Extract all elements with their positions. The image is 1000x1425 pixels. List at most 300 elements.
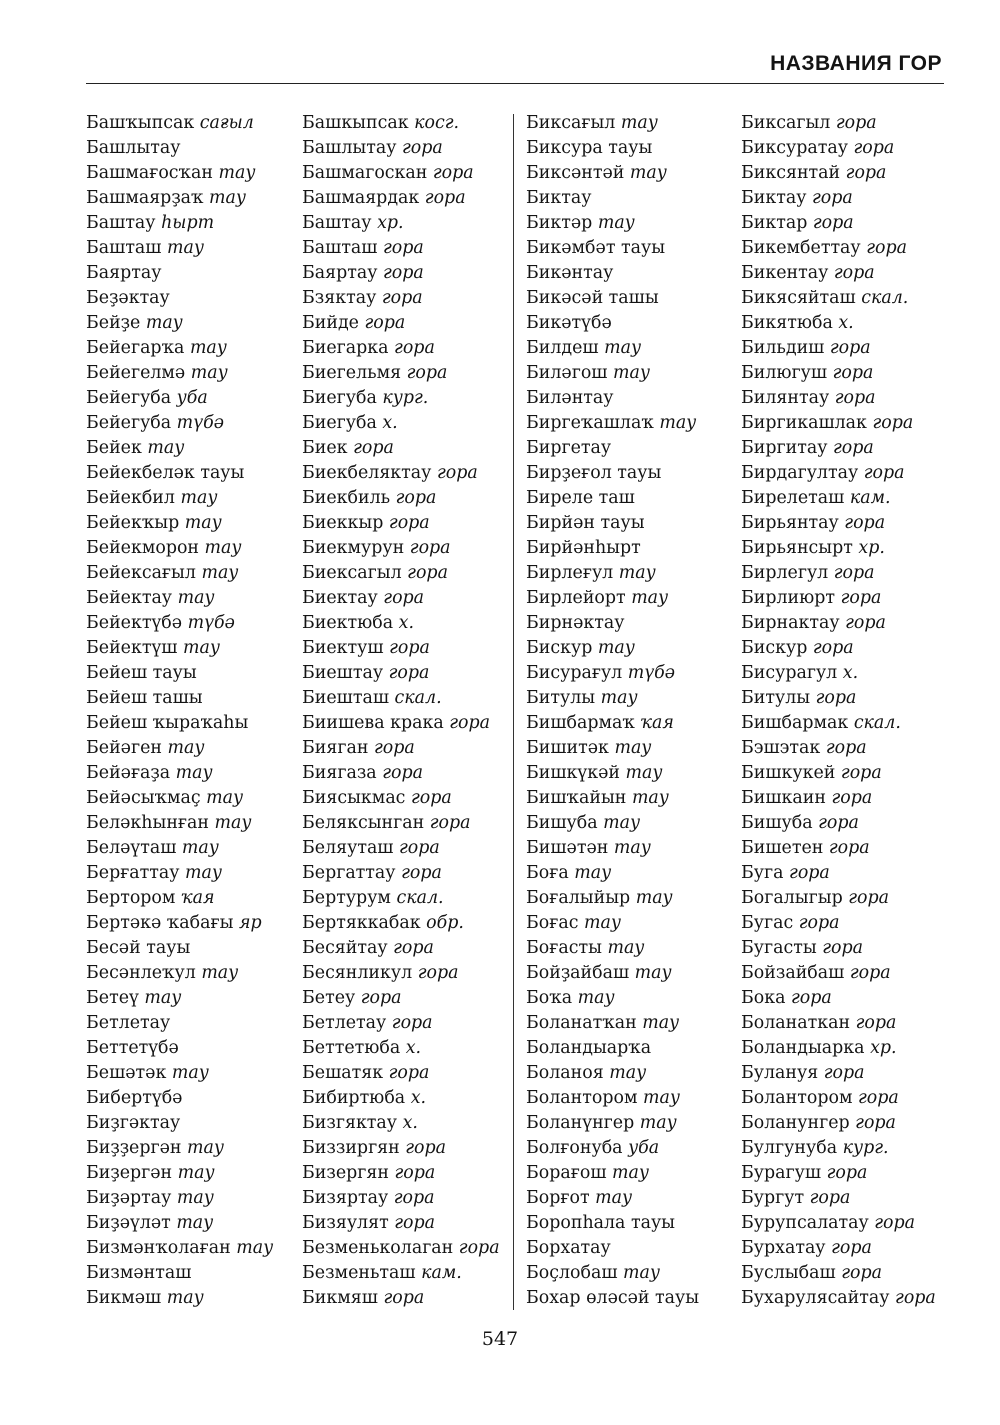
entry-text-part: Борхатау xyxy=(526,1238,611,1258)
entry-italic-part: тау xyxy=(577,988,615,1008)
entry-text-part: Бикембеттау xyxy=(741,238,867,258)
entry-text-part: Бешатяк xyxy=(302,1063,389,1083)
entry-text-part: Башмағосҡан xyxy=(86,163,219,183)
entry-italic-part: гора xyxy=(424,188,466,208)
entry-text-part: Бесяйтау xyxy=(302,938,394,958)
entry-italic-part: тау xyxy=(584,913,621,933)
entry xyxy=(526,261,699,286)
entry-text-part: Башташ xyxy=(302,238,384,258)
entry-italic-part: кург. xyxy=(842,1138,889,1158)
entry-italic-part: тау xyxy=(190,363,228,383)
entry xyxy=(302,1111,500,1136)
entry-text-part: Борағош xyxy=(526,1163,613,1183)
entry-italic-part: гора xyxy=(383,1288,425,1308)
entry xyxy=(526,786,699,811)
entry-text-part: Бейексағыл xyxy=(86,563,202,583)
entry xyxy=(741,886,936,911)
entry-text-part: Башлытау xyxy=(86,138,181,158)
entry-italic-part: гора xyxy=(394,1213,435,1233)
entry xyxy=(526,936,699,961)
entry-text-part: Биктар xyxy=(741,213,813,233)
entry-italic-part: хр. xyxy=(870,1038,897,1058)
entry-italic-part: гора xyxy=(432,163,474,183)
entry-italic-part: гора xyxy=(823,1063,865,1083)
entry xyxy=(741,586,936,611)
entry-italic-part: гора xyxy=(393,938,434,958)
entry xyxy=(86,111,273,136)
entry-text-part: Бильдиш xyxy=(741,338,830,358)
entry xyxy=(302,886,500,911)
entry xyxy=(741,1011,936,1036)
entry-text-part: Бургут xyxy=(741,1188,810,1208)
entry xyxy=(526,1011,699,1036)
entry xyxy=(526,686,699,711)
entry xyxy=(302,1211,500,1236)
entry-italic-part: гора xyxy=(855,1113,896,1133)
entry xyxy=(86,236,273,261)
entry-text-part: Булануя xyxy=(741,1063,824,1083)
entry-text-part: Бизергян xyxy=(302,1163,395,1183)
entry xyxy=(526,1261,699,1286)
entry-italic-part: гора xyxy=(360,988,402,1008)
entry-text-part: Биксура тауы xyxy=(526,138,653,158)
entry xyxy=(86,336,273,361)
entry-text-part: Бертурум xyxy=(302,888,397,908)
entry-italic-part: тау xyxy=(612,1163,649,1183)
entry xyxy=(86,761,273,786)
entry xyxy=(302,336,500,361)
entry-italic-part: гора xyxy=(364,313,406,333)
entry-italic-part: гора xyxy=(388,663,430,683)
entry-italic-part: гора xyxy=(798,913,840,933)
entry xyxy=(741,411,936,436)
entry-italic-part: түбә xyxy=(176,413,224,433)
entry xyxy=(302,936,500,961)
entry-italic-part: гора xyxy=(863,463,905,483)
entry-text-part: Бишәтән xyxy=(526,838,614,858)
entry-text-part: Бикәнтау xyxy=(526,263,614,283)
entry-italic-part: гора xyxy=(831,788,873,808)
entry-italic-part: гора xyxy=(822,938,863,958)
entry-italic-part: тау xyxy=(180,488,218,508)
entry-italic-part: тау xyxy=(600,688,638,708)
entry xyxy=(86,211,273,236)
entry-italic-part: тау xyxy=(201,563,239,583)
entry-italic-part: гора xyxy=(835,113,877,133)
entry-italic-part: гора xyxy=(845,163,887,183)
entry-text-part: Башмаярдак xyxy=(302,188,425,208)
entry xyxy=(86,1261,273,1286)
entry-text-part: Боландыарка xyxy=(741,1038,871,1058)
entry-text-part: Биләгош xyxy=(526,363,613,383)
entry xyxy=(86,636,273,661)
entry xyxy=(302,736,500,761)
entry xyxy=(86,186,273,211)
entry xyxy=(526,661,699,686)
entry-text-part: Баяртау xyxy=(302,263,384,283)
entry-text-part: Бзяктау xyxy=(302,288,382,308)
entry-text-part: Бикәтүбә xyxy=(526,313,612,333)
entry-text-part: Безменьташ xyxy=(302,1263,422,1283)
entry xyxy=(526,286,699,311)
entry-italic-part: х. xyxy=(402,1113,418,1133)
entry-text-part: Бесянликул xyxy=(302,963,418,983)
entry-text-part: Бертәкә ҡабағы xyxy=(86,913,239,933)
entry xyxy=(86,786,273,811)
entry-italic-part: гора xyxy=(399,838,440,858)
entry xyxy=(741,1036,936,1061)
entry xyxy=(741,136,936,161)
entry-text-part: Бейегелмә xyxy=(86,363,191,383)
entry xyxy=(86,461,273,486)
entry-text-part: Бойҙайбаш xyxy=(526,963,635,983)
entry-text-part: Бисурағул xyxy=(526,663,628,683)
entry-italic-part: гора xyxy=(812,213,854,233)
running-header: НАЗВАНИЯ ГОР xyxy=(770,52,942,75)
entry-text-part: Биктәр xyxy=(526,213,598,233)
entry xyxy=(86,1111,273,1136)
entry-text-part: Бейегуба xyxy=(86,413,177,433)
entry-text-part: Биексагыл xyxy=(302,563,408,583)
entry xyxy=(526,1236,699,1261)
entry xyxy=(526,1136,699,1161)
column-russian-1 xyxy=(302,111,500,1311)
entry xyxy=(526,1111,699,1136)
entry-text-part: Битулы xyxy=(526,688,601,708)
entry-text-part: Бока xyxy=(741,988,792,1008)
entry xyxy=(86,736,273,761)
entry-text-part: Биишева крака xyxy=(302,713,450,733)
entry-italic-part: гора xyxy=(853,138,895,158)
entry-text-part: Баштау xyxy=(86,213,162,233)
entry xyxy=(86,411,273,436)
entry-text-part: Биреле таш xyxy=(526,488,635,508)
entry-text-part: Боланоя xyxy=(526,1063,610,1083)
entry xyxy=(86,1061,273,1086)
entry-text-part: Бизмәнҡолаған xyxy=(86,1238,237,1258)
entry xyxy=(741,1211,936,1236)
entry-italic-part: тау xyxy=(206,788,244,808)
entry xyxy=(302,436,500,461)
entry-italic-part: гора xyxy=(855,1013,897,1033)
entry xyxy=(86,1011,273,1036)
entry-italic-part: тау xyxy=(618,563,656,583)
entry-text-part: Башташ xyxy=(86,238,168,258)
entry xyxy=(86,286,273,311)
entry-text-part: Бизяулят xyxy=(302,1213,395,1233)
entry-italic-part: тау xyxy=(607,938,645,958)
entry xyxy=(741,561,936,586)
entry-text-part: Биегарка xyxy=(302,338,395,358)
entry-italic-part: түбә xyxy=(627,663,676,683)
entry-text-part: Биекбиль xyxy=(302,488,396,508)
entry xyxy=(86,1136,273,1161)
entry-text-part: Бейек xyxy=(86,438,148,458)
entry-text-part: Бэшэтак xyxy=(741,738,826,758)
entry-text-part: Башкыпсак xyxy=(302,113,415,133)
entry-italic-part: гора xyxy=(449,713,491,733)
entry-text-part: Бишитәк xyxy=(526,738,615,758)
entry-text-part: Биргеҡашлаҡ xyxy=(526,413,660,433)
entry xyxy=(302,561,500,586)
entry-text-part: Бешәтәк xyxy=(86,1063,172,1083)
entry xyxy=(526,361,699,386)
entry-text-part: Боланунгер xyxy=(741,1113,856,1133)
entry-text-part: Беляксынган xyxy=(302,813,430,833)
entry xyxy=(302,1261,500,1286)
entry-italic-part: гора xyxy=(388,1063,430,1083)
entry-italic-part: тау xyxy=(166,1288,204,1308)
entry-text-part: Биҙгәктау xyxy=(86,1113,181,1133)
entry xyxy=(302,511,500,536)
entry-italic-part: гора xyxy=(391,1013,433,1033)
entry xyxy=(741,911,936,936)
entry-text-part: Боғалыйыр xyxy=(526,888,636,908)
entry-text-part: Бейеш ҡыраҡаһы xyxy=(86,713,249,733)
entry-italic-part: тау xyxy=(634,963,672,983)
entry-text-part: Бейеш ташы xyxy=(86,688,203,708)
entry xyxy=(741,186,936,211)
entry-italic-part: тау xyxy=(629,163,667,183)
entry xyxy=(741,1111,936,1136)
entry-text-part: Биргикашлак xyxy=(741,413,873,433)
entry-italic-part: х. xyxy=(838,313,854,333)
entry xyxy=(741,1136,936,1161)
entry-text-part: Баштау xyxy=(302,213,378,233)
entry xyxy=(741,936,936,961)
entry-text-part: Бейегуба xyxy=(86,388,177,408)
entry xyxy=(741,311,936,336)
entry-text-part: Боғасты xyxy=(526,938,608,958)
entry-italic-part: тау xyxy=(623,1263,660,1283)
entry-text-part: Бирйәнһырт xyxy=(526,538,641,558)
entry-italic-part: х. xyxy=(405,1038,422,1058)
entry-italic-part: тау xyxy=(209,188,246,208)
entry xyxy=(741,236,936,261)
entry-text-part: Бертором xyxy=(86,888,181,908)
entry-italic-part: гора xyxy=(809,1188,851,1208)
entry xyxy=(302,811,500,836)
entry-text-part: Биешташ xyxy=(302,688,395,708)
entry-italic-part: гора xyxy=(818,813,859,833)
entry-text-part: Биксагыл xyxy=(741,113,836,133)
entry-italic-part: гора xyxy=(353,438,394,458)
entry xyxy=(741,386,936,411)
entry-italic-part: гора xyxy=(383,238,424,258)
entry-text-part: Бохар өләсәй тауы xyxy=(526,1288,700,1308)
entry-text-part: Биегуба xyxy=(302,388,383,408)
entry-text-part: Бетлетау xyxy=(86,1013,171,1033)
entry-text-part: Биештау xyxy=(302,663,389,683)
entry xyxy=(86,911,273,936)
entry-italic-part: гора xyxy=(406,363,448,383)
entry-italic-part: гора xyxy=(832,363,874,383)
entry xyxy=(526,1036,699,1061)
entry-text-part: Биекбеляктау xyxy=(302,463,437,483)
entry-text-part: Бергаттау xyxy=(302,863,402,883)
entry-italic-part: тау xyxy=(186,1138,224,1158)
entry-text-part: Бейеш тауы xyxy=(86,663,197,683)
entry xyxy=(741,711,936,736)
entry-italic-part: ҡая xyxy=(180,888,215,908)
entry-text-part: Бишуба xyxy=(526,813,604,833)
entry-text-part: Бойзайбаш xyxy=(741,963,850,983)
entry-italic-part: гора xyxy=(409,538,451,558)
entry-text-part: Бизгяктау xyxy=(302,1113,403,1133)
entry xyxy=(86,811,273,836)
entry-italic-part: гора xyxy=(833,263,875,283)
entry-italic-part: гора xyxy=(458,1238,500,1258)
column-bashkir-2 xyxy=(526,111,699,1311)
entry-text-part: Биегуба xyxy=(302,413,383,433)
entry xyxy=(302,161,500,186)
entry-italic-part: тау xyxy=(176,1213,214,1233)
entry xyxy=(741,786,936,811)
entry xyxy=(526,586,699,611)
entry-italic-part: обр. xyxy=(426,913,464,933)
entry xyxy=(741,611,936,636)
entry xyxy=(86,886,273,911)
entry xyxy=(526,386,699,411)
entry xyxy=(526,961,699,986)
entry-italic-part: гора xyxy=(383,588,425,608)
entry-text-part: Башлытау xyxy=(302,138,402,158)
entry-italic-part: тау xyxy=(176,1188,214,1208)
entry-text-part: Биләнтау xyxy=(526,388,614,408)
entry xyxy=(302,186,500,211)
entry-text-part: Башмаярҙаҡ xyxy=(86,188,210,208)
entry-text-part: Болантором xyxy=(741,1088,859,1108)
entry-italic-part: тау xyxy=(177,1163,215,1183)
entry xyxy=(741,1236,936,1261)
entry-italic-part: кам. xyxy=(849,488,891,508)
entry xyxy=(302,786,500,811)
entry xyxy=(526,1211,699,1236)
entry-italic-part: тау xyxy=(603,813,641,833)
entry xyxy=(86,961,273,986)
entry xyxy=(526,486,699,511)
entry-italic-part: тау xyxy=(218,163,256,183)
entry-text-part: Бирлейорт xyxy=(526,588,632,608)
entry-text-part: Биясыкмас xyxy=(302,788,411,808)
entry-italic-part: тау xyxy=(614,738,652,758)
entry-text-part: Биктау xyxy=(741,188,812,208)
entry-text-part: Бейекбеләк тауы xyxy=(86,463,245,483)
entry xyxy=(526,1186,699,1211)
entry-text-part: Билянтау xyxy=(741,388,835,408)
entry-italic-part: гора xyxy=(381,288,423,308)
entry-italic-part: гора xyxy=(848,888,889,908)
entry xyxy=(526,311,699,336)
entry xyxy=(741,1161,936,1186)
entry xyxy=(526,136,699,161)
entry-italic-part: тау xyxy=(177,588,215,608)
entry xyxy=(302,961,500,986)
entry xyxy=(526,561,699,586)
entry-text-part: Бикмәш xyxy=(86,1288,167,1308)
entry-italic-part: гора xyxy=(831,1238,872,1258)
entry-text-part: Бугас xyxy=(741,913,799,933)
entry-italic-part: тау xyxy=(201,963,239,983)
entry-text-part: Бизмәнташ xyxy=(86,1263,192,1283)
entry xyxy=(302,361,500,386)
entry-text-part: Бирелеташ xyxy=(741,488,850,508)
entry xyxy=(302,1086,500,1111)
entry xyxy=(302,1136,500,1161)
entry-text-part: Биксағыл xyxy=(526,113,621,133)
entry-text-part: Бейәғаҙа xyxy=(86,763,176,783)
entry xyxy=(86,361,273,386)
entry-italic-part: гора xyxy=(845,613,886,633)
entry-italic-part: тау xyxy=(659,413,697,433)
entry xyxy=(86,261,273,286)
entry-italic-part: гора xyxy=(382,763,423,783)
entry-text-part: Бейекморон xyxy=(86,538,205,558)
entry-text-part: Бияган xyxy=(302,738,374,758)
column-divider xyxy=(513,114,514,1310)
entry-text-part: Бикмяш xyxy=(302,1288,384,1308)
entry-text-part: Бейектүш xyxy=(86,638,183,658)
column-russian-2 xyxy=(741,111,936,1311)
entry-text-part: Берғаттау xyxy=(86,863,186,883)
entry xyxy=(526,461,699,486)
entry-italic-part: тау xyxy=(182,638,220,658)
entry xyxy=(86,161,273,186)
entry-italic-part: гора xyxy=(394,338,435,358)
entry-text-part: Бишуба xyxy=(741,813,819,833)
entry xyxy=(741,161,936,186)
entry xyxy=(741,761,936,786)
entry xyxy=(526,236,699,261)
entry xyxy=(526,986,699,1011)
entry-italic-part: тау xyxy=(171,1063,209,1083)
entry-text-part: Бишбармаҡ xyxy=(526,713,641,733)
entry-text-part: Боҡа xyxy=(526,988,578,1008)
header-rule xyxy=(86,83,944,84)
entry-italic-part: тау xyxy=(167,738,205,758)
entry-italic-part: тау xyxy=(631,788,669,808)
entry-italic-part: гора xyxy=(872,413,914,433)
entry-italic-part: яр xyxy=(238,913,262,933)
entry xyxy=(741,1086,936,1111)
entry xyxy=(302,311,500,336)
entry-text-part: Баяртау xyxy=(86,263,162,283)
entry-text-part: Буга xyxy=(741,863,790,883)
entry-italic-part: тау xyxy=(613,363,650,383)
entry-text-part: Бирьянсырт xyxy=(741,538,859,558)
entry-italic-part: х. xyxy=(382,413,398,433)
entry-text-part: Боланаткан xyxy=(741,1013,856,1033)
entry-italic-part: х. xyxy=(398,613,415,633)
entry xyxy=(526,336,699,361)
entry-text-part: Башмагоскан xyxy=(302,163,433,183)
entry-text-part: Беляуташ xyxy=(302,838,400,858)
entry-text-part: Бухарулясайтау xyxy=(741,1288,896,1308)
entry-text-part: Боланүнгер xyxy=(526,1113,640,1133)
entry xyxy=(741,861,936,886)
entry xyxy=(302,236,500,261)
entry-italic-part: һырт xyxy=(161,213,215,233)
entry xyxy=(526,836,699,861)
entry-italic-part: тау xyxy=(642,1013,680,1033)
entry-italic-part: кам. xyxy=(421,1263,462,1283)
entry xyxy=(302,686,500,711)
entry xyxy=(526,861,699,886)
entry-text-part: Бишкаин xyxy=(741,788,832,808)
entry xyxy=(302,211,500,236)
entry-text-part: Бурупсалатау xyxy=(741,1213,875,1233)
entry xyxy=(86,1286,273,1311)
